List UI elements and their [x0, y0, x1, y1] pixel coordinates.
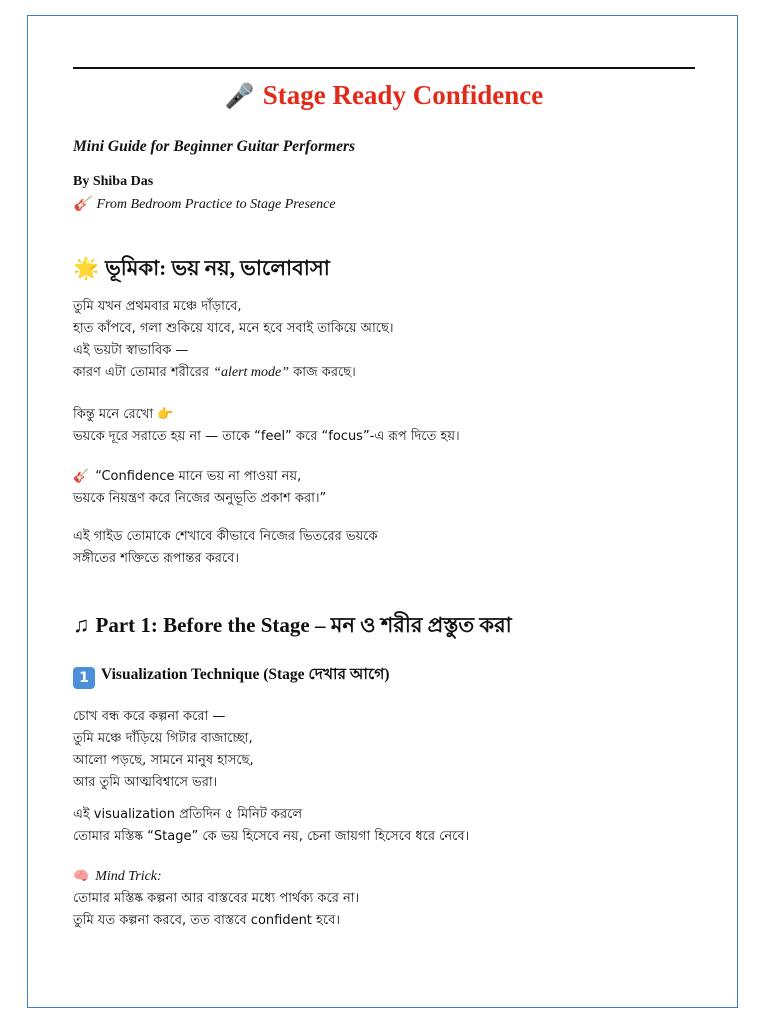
star-icon: 🌟: [73, 256, 100, 280]
intro-paragraph-3: [73, 526, 378, 570]
text-line: চোখ বন্ধ করে কল্পনা করো —: [73, 709, 226, 724]
page-title: 🎤 Stage Ready Confidence: [224, 80, 544, 110]
text-line: তুমি যখন প্রথমবার মঞ্চে দাঁড়াবে,: [73, 299, 242, 314]
text-line: কিন্তু মনে রেখো 👉: [73, 407, 174, 422]
subtitle: Mini Guide for Beginner Guitar Performers: [73, 138, 356, 155]
visualization-paragraph-2: [73, 804, 469, 848]
intro-paragraph-1: [73, 296, 394, 384]
text-line: সঙ্গীতের শক্তিতে রূপান্তর করবে।: [73, 551, 239, 566]
text-line: 🎸 “Confidence মানে ভয় না পাওয়া নয়,: [73, 466, 326, 488]
text-line: তোমার মস্তিষ্ক “Stage” কে ভয় হিসেবে নয়, চেনা জায়গা হিসেবে ধরে নেবে।: [73, 829, 470, 844]
byline: By Shiba Das: [73, 174, 154, 189]
text-line: ভয়কে নিয়ন্ত্রণ করে নিজের অনুভূতি প্রকাশ করা।”: [73, 491, 327, 506]
text-line: এই গাইড তোমাকে শেখাবে কীভাবে নিজের ভিতরের ভয়কে: [73, 529, 378, 544]
text-line: এই visualization প্রতিদিন ৫ মিনিট করলে: [73, 807, 303, 822]
top-rule: [73, 67, 695, 69]
text-line: আলো পড়ছে, সামনে মানুষ হাসছে,: [73, 753, 254, 768]
part1-heading: ♫ Part 1: Before the Stage – মন ও শরীর প্রস্তুত করা: [73, 612, 512, 637]
text-line: হাত কাঁপবে, গলা শুকিয়ে যাবে, মনে হবে সবাই তাকিয়ে আছে।: [73, 321, 394, 336]
guitar-icon: 🎸: [73, 197, 91, 212]
pointing-hand-icon: 👉: [157, 407, 174, 422]
page-border: [27, 15, 738, 1008]
number-one-icon: 1: [73, 667, 95, 689]
confidence-quote: [73, 466, 326, 510]
section1-heading: 1 Visualization Technique (Stage দেখার আগে): [73, 662, 390, 689]
text-line: কারণ এটা তোমার শরীরের “alert mode” কাজ করছে।: [73, 365, 356, 380]
text-line: আর তুমি আত্মবিশ্বাসে ভরা।: [73, 775, 218, 790]
text-line: [73, 866, 359, 888]
text-line: ভয়কে দূরে সরাতে হয় না — তাকে “feel” করে “focus”-এ রূপ দিতে হয়।: [73, 429, 460, 444]
text-line: তুমি যত কল্পনা করবে, তত বাস্তবে confident হবে।: [73, 913, 340, 928]
mind-trick-label: Mind Trick:: [95, 869, 162, 884]
mind-trick-tip: [73, 866, 359, 932]
tagline: 🎸 From Bedroom Practice to Stage Presence: [73, 197, 336, 212]
guitar-icon: 🎸: [73, 469, 90, 484]
music-note-icon: ♫: [73, 612, 90, 637]
text-line: তুমি মঞ্চে দাঁড়িয়ে গিটার বাজাচ্ছো,: [73, 731, 253, 746]
intro-paragraph-2: [73, 404, 460, 448]
intro-heading: 🌟 ভূমিকা: ভয় নয়, ভালোবাসা: [73, 256, 330, 280]
alert-mode-emphasis: “alert mode”: [213, 365, 290, 380]
text-line: এই ভয়টা স্বাভাবিক —: [73, 343, 189, 358]
visualization-paragraph-1: [73, 706, 254, 794]
microphone-icon: 🎤: [224, 84, 255, 110]
text-line: তোমার মস্তিষ্ক কল্পনা আর বাস্তবের মধ্যে পার্থক্য করে না।: [73, 891, 360, 906]
brain-icon: 🧠: [73, 869, 90, 884]
